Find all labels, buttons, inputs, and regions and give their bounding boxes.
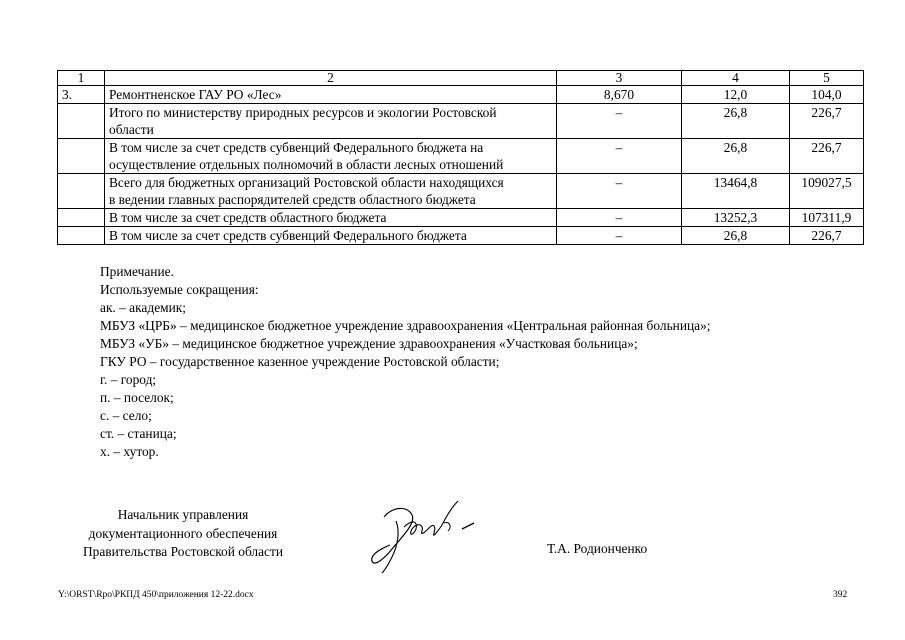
notes-line: с. – село; — [100, 408, 152, 423]
value-cell-c3: – — [557, 174, 682, 209]
row-name-cell — [105, 227, 557, 245]
value-cell-c3: – — [557, 139, 682, 174]
row-name-line: в ведении главных распорядителей средств областного бюджета — [109, 192, 476, 207]
header-cell: 3 — [557, 71, 682, 86]
notes-line: х. – хутор. — [100, 444, 159, 459]
table-header-row — [58, 71, 864, 86]
row-number-cell — [58, 174, 105, 209]
value-cell-c4: 13252,3 — [682, 209, 790, 227]
row-name-line: Ремонтненское ГАУ РО «Лес» — [109, 87, 282, 102]
table-row — [58, 174, 864, 209]
value-cell-c5: 107311,9 — [790, 209, 864, 227]
notes-block — [100, 263, 711, 461]
signatory-title-line: Начальник управления — [117, 507, 249, 522]
footer-page-number: 392 — [833, 590, 848, 600]
row-name-cell — [105, 139, 557, 174]
table-row — [58, 139, 864, 174]
row-number-cell — [58, 227, 105, 245]
table-row — [58, 209, 864, 227]
header-cell: 2 — [105, 71, 557, 86]
row-name-cell — [105, 104, 557, 139]
signatory-title — [58, 506, 308, 562]
value-cell-c4: 26,8 — [682, 139, 790, 174]
value-cell-c3: 8,670 — [557, 86, 682, 104]
footer-file-path: Y:\ORST\Rpo\РКПД 450\приложения 12-22.docx — [58, 590, 254, 600]
notes-line: Используемые сокращения: — [100, 282, 259, 297]
row-name-line: осуществление отдельных полномочий в области лесных отношений — [109, 157, 504, 172]
value-cell-c4: 26,8 — [682, 227, 790, 245]
notes-line: МБУЗ «УБ» – медицинское бюджетное учреждение здравоохранения «Участковая больница»; — [100, 336, 638, 351]
table-row — [58, 86, 864, 104]
header-cell: 5 — [790, 71, 864, 86]
row-name-cell — [105, 86, 557, 104]
row-name-cell — [105, 209, 557, 227]
value-cell-c4: 26,8 — [682, 104, 790, 139]
row-number-cell — [58, 209, 105, 227]
signatory-title-line: Правительства Ростовской области — [82, 544, 284, 559]
table-row — [58, 104, 864, 139]
row-name-line: Итого по министерству природных ресурсов и экологии Ростовской — [109, 105, 497, 120]
value-cell-c4: 12,0 — [682, 86, 790, 104]
value-cell-c5: 226,7 — [790, 104, 864, 139]
value-cell-c4: 13464,8 — [682, 174, 790, 209]
row-name-line: Всего для бюджетных организаций Ростовской области находящихся — [109, 175, 504, 190]
notes-line: ак. – академик; — [100, 300, 186, 315]
row-name-line: области — [109, 122, 154, 137]
row-name-line: В том числе за счет средств субвенций Федерального бюджета — [109, 228, 467, 243]
notes-line: ст. – станица; — [100, 426, 177, 441]
row-name-cell — [105, 174, 557, 209]
header-cell: 1 — [58, 71, 105, 86]
value-cell-c5: 104,0 — [790, 86, 864, 104]
value-cell-c3: – — [557, 104, 682, 139]
notes-line: г. – город; — [100, 372, 157, 387]
value-cell-c5: 226,7 — [790, 227, 864, 245]
notes-title: Примечание. — [100, 264, 174, 279]
signatory-title-line: документационного обеспечения — [88, 525, 278, 541]
value-cell-c3: – — [557, 227, 682, 245]
row-number-cell: 3. — [58, 86, 105, 104]
row-name-line: В том числе за счет средств областного бюджета — [109, 210, 387, 225]
budget-table — [57, 70, 864, 245]
table-row — [58, 227, 864, 245]
notes-line: ГКУ РО – государственное казенное учреждение Ростовской области; — [100, 354, 500, 369]
value-cell-c3: – — [557, 209, 682, 227]
row-name-line: В том числе за счет средств субвенций Федерального бюджета на — [109, 140, 484, 155]
handwritten-signature-icon — [362, 497, 482, 577]
notes-line: МБУЗ «ЦРБ» – медицинское бюджетное учреждение здравоохранения «Центральная районная больница»; — [100, 318, 711, 333]
row-number-cell — [58, 139, 105, 174]
header-cell: 4 — [682, 71, 790, 86]
value-cell-c5: 109027,5 — [790, 174, 864, 209]
notes-line: п. – поселок; — [100, 390, 174, 405]
signatory-name: Т.А. Родионченко — [547, 541, 648, 556]
value-cell-c5: 226,7 — [790, 139, 864, 174]
row-number-cell — [58, 104, 105, 139]
